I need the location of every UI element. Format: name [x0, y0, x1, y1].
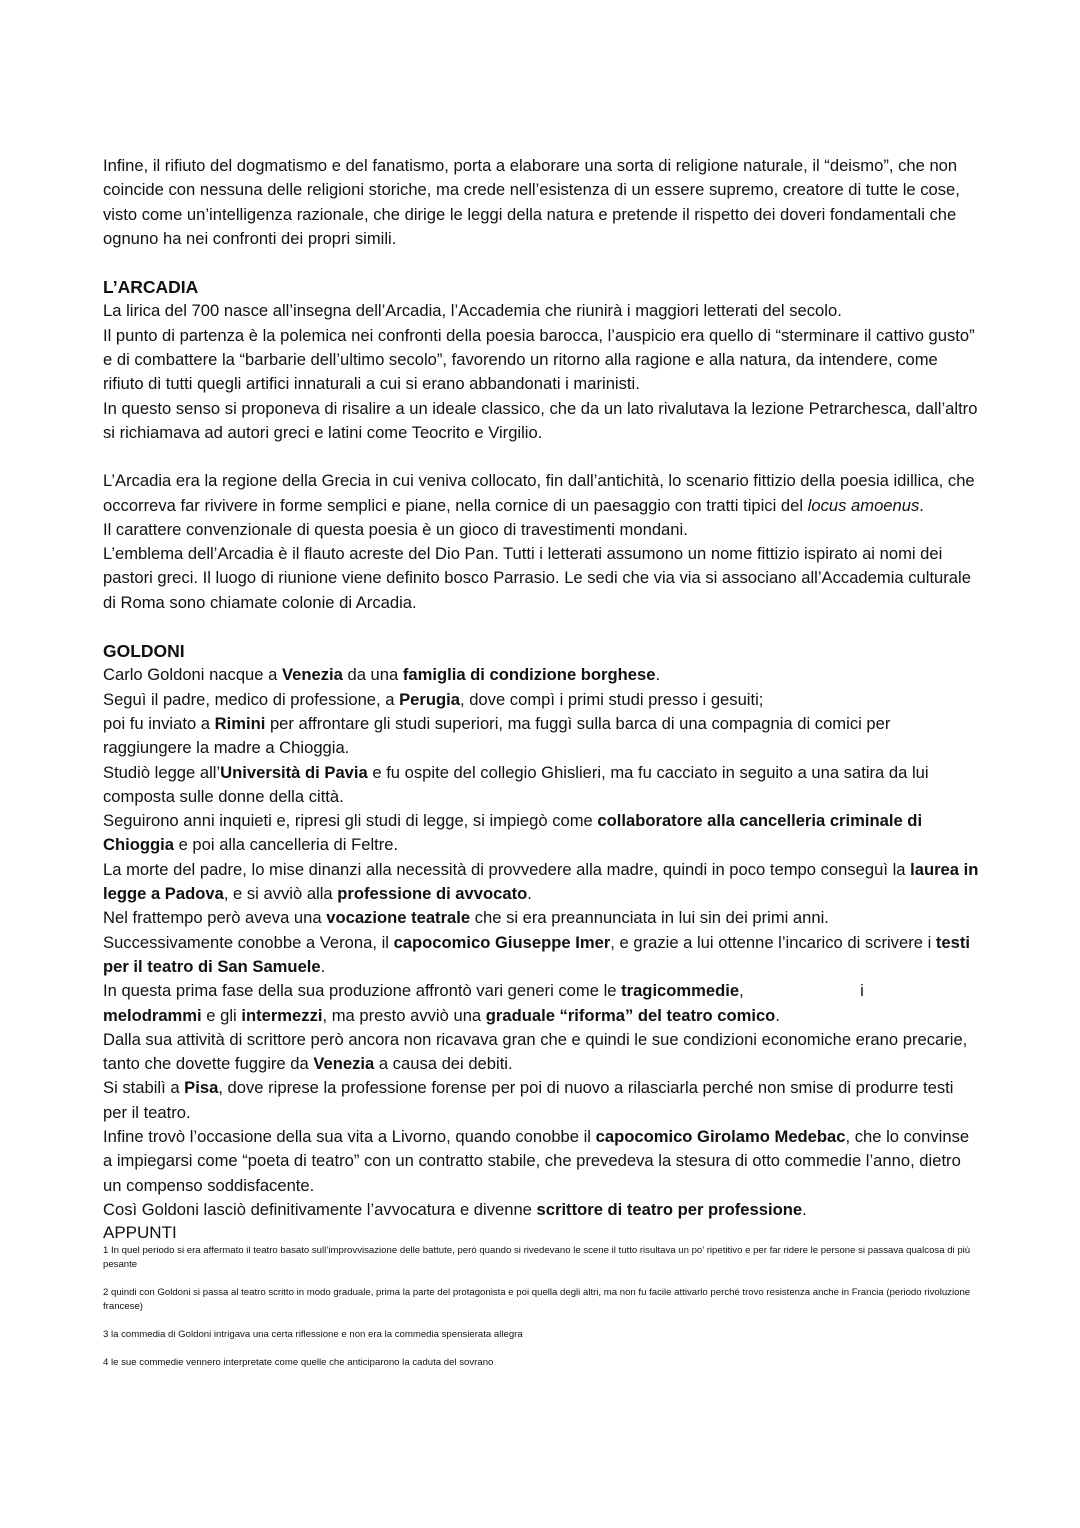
arcadia-paragraph-2: Il punto di partenza è la polemica nei confronti della poesia barocca, l’auspicio era quello di “sterminare il cattivo gusto” e di combattere la “barbarie dell’ultimo secolo”, favorendo un ritorno alla ragione e alla natura, da intendere, come rifiuto di tutti quegli artifici innaturali a cui si erano abbandonati i marinisti.	[103, 325, 975, 394]
arcadia-paragraph-4: L’Arcadia era la regione della Grecia in cui veniva collocato, fin dall’antichità, lo scenario fittizio della poesia idillica, che occorreva far rivivere in forme semplici e piane, nella cornice di un paesaggio con tratti tipici del locus amoenus.	[103, 471, 975, 515]
footnote-3: 3 la commedia di Goldoni intrigava una certa riflessione e non era la commedia spensierata allegra	[103, 1329, 523, 1341]
goldoni-line-2: Seguì il padre, medico di professione, a Perugia, dove compì i primi studi presso i gesuiti;	[103, 689, 764, 709]
goldoni-line-3: poi fu inviato a Rimini per affrontare gli studi superiori, ma fuggì sulla barca di una compagnia di comici per raggiungere la madre a Chioggia.	[103, 713, 891, 758]
appunti-heading: APPUNTI	[103, 1223, 177, 1243]
latin-phrase: locus amoenus	[807, 495, 920, 515]
arcadia-paragraph-3: In questo senso si proponeva di risalire a un ideale classico, che da un lato rivalutava la lezione Petrarchesca, dall’altro si richiamava ad autori greci e latini come Teocrito e Virgilio.	[103, 398, 978, 442]
goldoni-line-4: Studiò legge all’Università di Pavia e fu ospite del collegio Ghislieri, ma fu cacciato in seguito a una satira da lui composta sulle donne della città.	[103, 762, 929, 806]
footnote-4: 4 le sue commedie vennero interpretate come quelle che anticiparono la caduta del sovrano	[103, 1357, 494, 1369]
goldoni-line-9: In questa prima fase della sua produzione affrontò vari generi come le tragicommedie, i melodrammi e gli intermezzi, ma presto avviò una graduale “riforma” del teatro comico.	[103, 981, 864, 1025]
spacer	[103, 251, 981, 275]
goldoni-line-8: Successivamente conobbe a Verona, il capocomico Giuseppe Imer, e grazie a lui ottenne l’incarico di scrivere i testi per il teatro di San Samuele.	[103, 932, 970, 976]
goldoni-line-13: Così Goldoni lasciò definitivamente l’avvocatura e divenne scrittore di teatro per professione.	[103, 1199, 807, 1219]
goldoni-line-5: Seguirono anni inquieti e, ripresi gli studi di legge, si impiegò come collaboratore alla cancelleria criminale di Chioggia e poi alla cancelleria di Feltre.	[103, 811, 923, 855]
goldoni-line-11: Si stabilì a Pisa, dove riprese la professione forense per poi di nuovo a rilasciarla perché non smise di produrre testi per il teatro.	[103, 1078, 954, 1122]
goldoni-line-6: La morte del padre, lo mise dinanzi alla necessità di provvedere alla madre, quindi in poco tempo conseguì la laurea in legge a Padova, e si avviò alla professione di avvocato.	[103, 859, 979, 904]
goldoni-line-1: Carlo Goldoni nacque a Venezia da una famiglia di condizione borghese.	[103, 665, 661, 685]
arcadia-paragraph-6: L’emblema dell’Arcadia è il flauto acreste del Dio Pan. Tutti i letterati assumono un nome fittizio ispirato ai nomi dei pastori greci. Il luogo di riunione viene definito bosco Parrasio. Le sedi che via via si associano all’Accademia culturale di Roma sono chiamate colonie di Arcadia.	[103, 544, 971, 612]
footnote-2: 2 quindi con Goldoni si passa al teatro scritto in modo graduale, prima la parte del protagonista e poi quella degli altri, ma non fu facile attivarlo perché trovo resistenza anche in Francia (periodo rivoluzione francese)	[103, 1287, 971, 1313]
goldoni-line-12: Infine trovò l’occasione della sua vita a Livorno, quando conobbe il capocomico Girolamo Medebac, che lo convinse a impiegarsi come “poeta di teatro” con un contratto stabile, che prevedeva la stesura di otto commedie l’anno, dietro un compenso soddisfacente.	[103, 1126, 970, 1195]
stray-character: i	[860, 981, 864, 1001]
arcadia-paragraph-5: Il carattere convenzionale di questa poesia è un gioco di travestimenti mondani.	[103, 519, 688, 539]
goldoni-line-10: Dalla sua attività di scrittore però ancora non ricavava gran che e quindi le sue condizioni economiche erano precarie, tanto che dovette fuggire da Venezia a causa dei debiti.	[103, 1029, 968, 1074]
spacer	[103, 615, 981, 639]
footnote-1: 1 In quel periodo si era affermato il teatro basato sull’improvvisazione delle battute, però quando si rivedevano le scene il tutto risultava un po’ ripetitivo e per far ridere le persone si passava qualcosa di più pesante	[103, 1245, 971, 1271]
goldoni-line-7: Nel frattempo però aveva una vocazione teatrale che si era preannunciata in lui sin dei primi anni.	[103, 908, 829, 928]
goldoni-heading: GOLDONI	[103, 641, 185, 662]
arcadia-paragraph-1: La lirica del 700 nasce all’insegna dell’Arcadia, l’Accademia che riunirà i maggiori letterati del secolo.	[103, 301, 842, 321]
arcadia-heading: L’ARCADIA	[103, 277, 199, 298]
spacer	[103, 445, 981, 469]
document-page	[103, 154, 981, 1384]
intro-paragraph: Infine, il rifiuto del dogmatismo e del fanatismo, porta a elaborare una sorta di religione naturale, il “deismo”, che non coincide con nessuna delle religioni storiche, ma crede nell’esistenza di un essere supremo, creatore di tutte le cose, visto come un’intelligenza razionale, che dirige le leggi della natura e pretende il rispetto dei doveri fondamentali che ognuno ha nei confronti dei propri simili.	[103, 156, 960, 248]
